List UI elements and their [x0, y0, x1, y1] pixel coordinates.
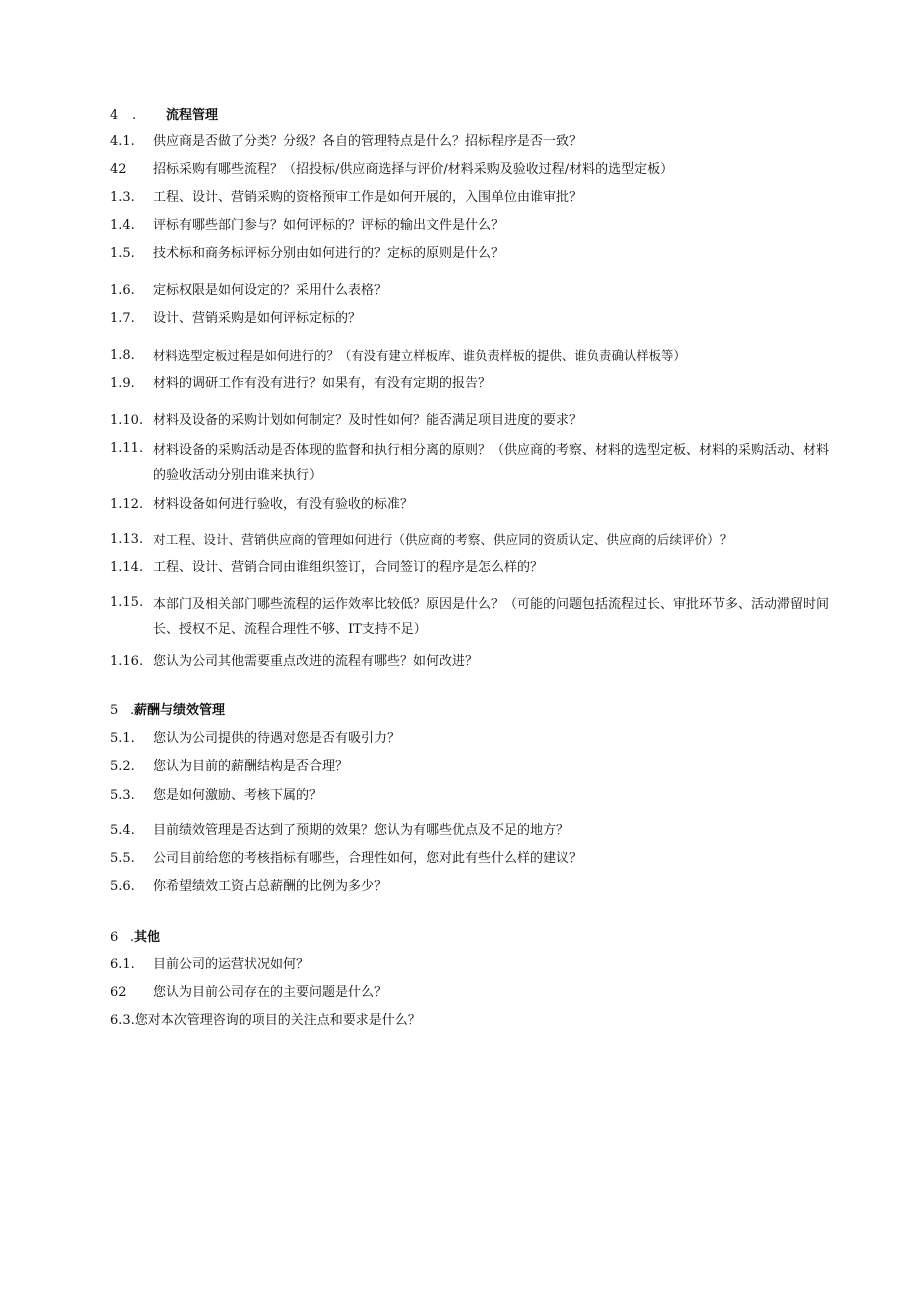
- item-number: 1.5.: [110, 246, 135, 261]
- item-text: 材料及设备的采购计划如何制定？及时性如何？能否满足项目进度的要求？: [153, 413, 583, 428]
- item-number: 1.10.: [110, 413, 144, 428]
- item-number: 5.5.: [110, 851, 135, 866]
- item-text: 您认为目前公司存在的主要问题是什么？: [153, 985, 388, 1000]
- list-item: [110, 494, 830, 516]
- list-item: [110, 954, 830, 976]
- item-number: 1.6.: [110, 283, 135, 298]
- item-text: 材料的调研工作有没有进行？如果有，有没有定期的报告？: [153, 376, 492, 391]
- item-number: 1.11.: [110, 441, 144, 456]
- section-heading: [110, 702, 225, 720]
- item-text: 材料选型定板过程是如何进行的？（有没有建立样板库、谁负责样板的提供、谁负责确认样板等）: [153, 348, 686, 363]
- list-item: [110, 1010, 830, 1032]
- section-number: 5: [110, 703, 119, 718]
- list-item: [110, 373, 830, 395]
- item-number: 42: [110, 162, 127, 177]
- list-item: [110, 651, 830, 673]
- item-text: 招标采购有哪些流程？（招投标/供应商选择与评价/材料采购及验收过程/材料的选型定板）: [153, 162, 674, 177]
- list-item: [110, 728, 830, 750]
- item-text: 技术标和商务标评标分别由如何进行的？定标的原则是什么？: [153, 246, 505, 261]
- section-heading: [110, 107, 218, 125]
- list-item: [110, 876, 830, 898]
- list-item: [110, 438, 830, 488]
- list-item: [110, 187, 830, 209]
- section-number: 4: [110, 108, 119, 123]
- section-title: 流程管理: [166, 108, 219, 123]
- list-item: [110, 820, 830, 842]
- section-title: 薪酬与绩效管理: [134, 703, 226, 718]
- list-item: [110, 308, 830, 330]
- list-item: [110, 280, 830, 302]
- item-number: 1.3.: [110, 190, 135, 205]
- item-number: 5.1.: [110, 731, 135, 746]
- item-text: 你希望绩效工资占总薪酬的比例为多少？: [153, 879, 388, 894]
- item-text: 工程、设计、营销合同由谁组织签订，合同签订的程序是怎么样的？: [153, 560, 544, 575]
- item-number: 5.3.: [110, 788, 135, 803]
- section-separator: .: [132, 108, 137, 123]
- item-number: 62: [110, 985, 127, 1000]
- item-text: 公司目前给您的考核指标有哪些，合理性如何，您对此有些什么样的建议？: [153, 851, 583, 866]
- item-text: 定标权限是如何设定的？采用什么表格？: [153, 283, 388, 298]
- item-number: 1.4.: [110, 218, 135, 233]
- section-separator: .: [130, 703, 135, 718]
- list-item: [110, 848, 830, 870]
- item-text: 6.3.您对本次管理咨询的项目的关注点和要求是什么？: [110, 1013, 421, 1028]
- item-text: 材料设备的采购活动是否体现的监督和执行相分离的原则？（供应商的考察、材料的选型定板、材料的采购活动、材料的验收活动分别由谁来执行）: [153, 443, 830, 483]
- section-heading: [110, 929, 160, 947]
- item-text: 材料设备如何进行验收，有没有验收的标准？: [153, 497, 414, 512]
- section-number: 6: [110, 930, 119, 945]
- list-item: [110, 410, 830, 432]
- item-number: 1.8.: [110, 348, 135, 363]
- item-text: 目前公司的运营状况如何？: [153, 957, 310, 972]
- list-item: [110, 159, 830, 181]
- item-number: 1.7.: [110, 311, 135, 326]
- item-number: 1.14.: [110, 560, 144, 575]
- section-title: 其他: [134, 930, 161, 945]
- list-item: [110, 557, 830, 579]
- item-text: 供应商是否做了分类？分级？各自的管理特点是什么？招标程序是否一致？: [153, 134, 583, 149]
- list-item: [110, 345, 830, 367]
- item-number: 1.9.: [110, 376, 135, 391]
- item-number: 6.1.: [110, 957, 135, 972]
- item-number: 5.6.: [110, 879, 135, 894]
- item-number: 5.2.: [110, 759, 135, 774]
- item-text: 目前绩效管理是否达到了预期的效果？您认为有哪些优点及不足的地方？: [153, 823, 570, 838]
- item-text: 评标有哪些部门参与？如何评标的？评标的输出文件是什么？: [153, 218, 505, 233]
- item-text: 工程、设计、营销采购的资格预审工作是如何开展的，入围单位由谁审批？: [153, 190, 583, 205]
- item-text: 您是如何激励、考核下属的？: [153, 788, 323, 803]
- item-number: 1.12.: [110, 497, 144, 512]
- list-item: [110, 592, 830, 642]
- item-text: 您认为公司其他需要重点改进的流程有哪些？如何改进？: [153, 654, 479, 669]
- item-text: 您认为目前的薪酬结构是否合理？: [153, 759, 349, 774]
- item-text: 本部门及相关部门哪些流程的运作效率比较低？原因是什么？（可能的问题包括流程过长、审批环节多、活动滞留时间长、授权不足、流程合理性不够、IT支持不足）: [153, 597, 830, 637]
- item-number: 5.4.: [110, 823, 135, 838]
- list-item: [110, 529, 830, 551]
- list-item: [110, 785, 830, 807]
- list-item: [110, 215, 830, 237]
- item-number: 1.16.: [110, 654, 144, 669]
- list-item: [110, 756, 830, 778]
- section-separator: .: [130, 930, 135, 945]
- item-text: 对工程、设计、营销供应商的管理如何进行（供应商的考察、供应同的资质认定、供应商的后续评价）？: [153, 532, 733, 547]
- item-text: 设计、营销采购是如何评标定标的？: [153, 311, 362, 326]
- list-item: [110, 243, 830, 265]
- item-number: 1.15.: [110, 595, 144, 610]
- item-number: 1.13.: [110, 532, 144, 547]
- list-item: [110, 131, 830, 153]
- list-item: [110, 982, 830, 1004]
- item-text: 您认为公司提供的待遇对您是否有吸引力？: [153, 731, 401, 746]
- item-number: 4.1.: [110, 134, 135, 149]
